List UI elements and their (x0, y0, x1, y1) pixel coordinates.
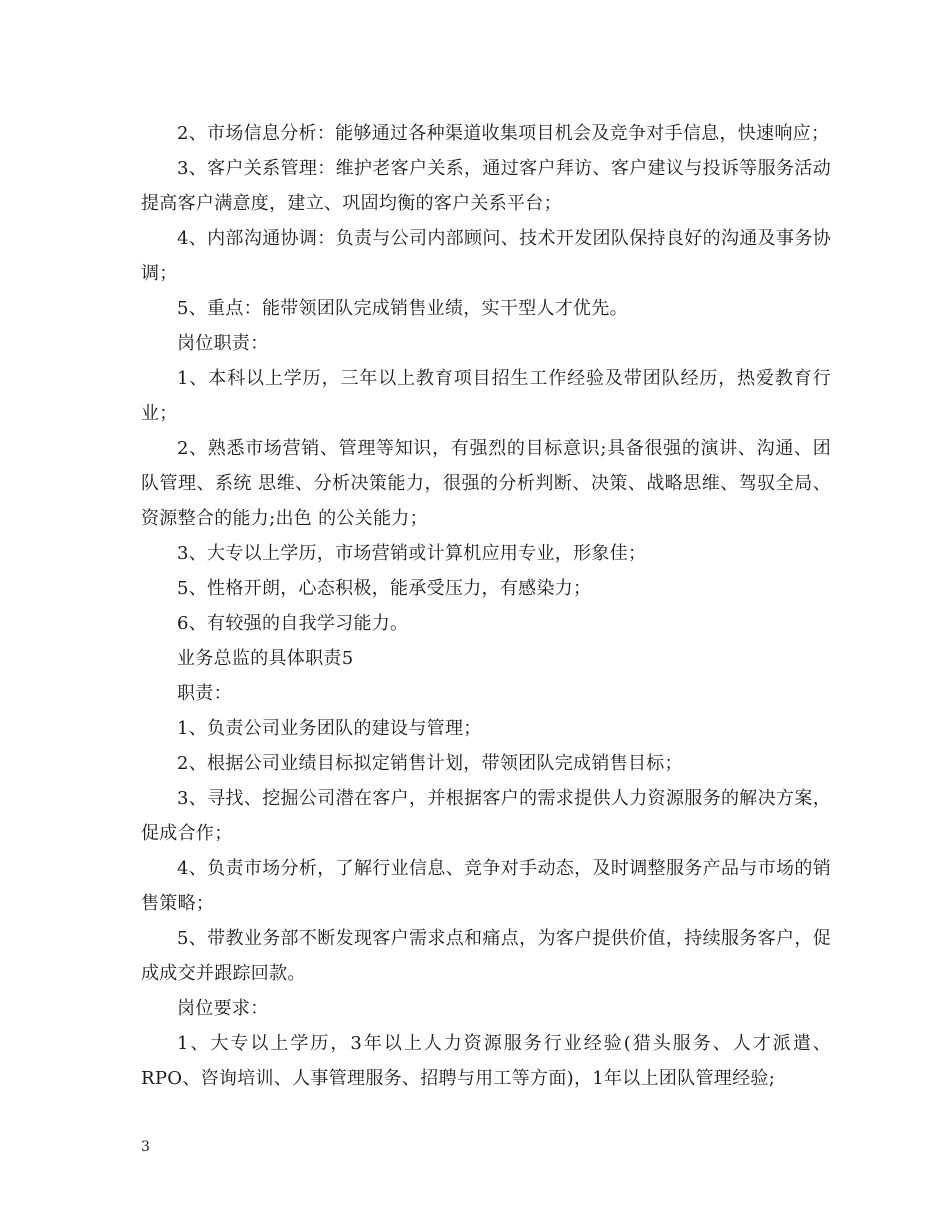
paragraph: 2、熟悉市场营销、管理等知识，有强烈的目标意识;具备很强的演讲、沟通、团队管理、系统 思维、分析决策能力，很强的分析判断、决策、战略思维、驾驭全局、资源整合的能力;出色 的公关能力； (141, 438, 831, 529)
section-heading: 岗位要求： (177, 998, 269, 1019)
section-heading: 业务总监的具体职责5 (177, 648, 354, 669)
document-body (141, 116, 831, 1096)
paragraph: 3、客户关系管理：维护老客户关系，通过客户拜访、客户建议与投诉等服务活动提高客户满意度，建立、巩固均衡的客户关系平台； (141, 158, 831, 214)
paragraph: 1、负责公司业务团队的建设与管理； (177, 718, 482, 739)
paragraph: 3、大专以上学历，市场营销或计算机应用专业，形象佳； (177, 543, 647, 564)
paragraph: 2、根据公司业绩目标拟定销售计划，带领团队完成销售目标； (177, 753, 683, 774)
paragraph: 2、市场信息分析：能够通过各种渠道收集项目机会及竞争对手信息，快速响应； (177, 123, 830, 144)
paragraph: 6、有较强的自我学习能力。 (177, 613, 409, 634)
paragraph: 5、重点：能带领团队完成销售业绩，实干型人才优先。 (177, 298, 628, 319)
paragraph: 4、内部沟通协调：负责与公司内部顾问、技术开发团队保持良好的沟通及事务协调； (141, 228, 831, 284)
section-heading: 岗位职责： (177, 333, 269, 354)
paragraph: 4、负责市场分析，了解行业信息、竞争对手动态，及时调整服务产品与市场的销售策略； (141, 858, 831, 914)
paragraph: 1、大专以上学历，3年以上人力资源服务行业经验(猎头服务、人才派遣、RPO、咨询培训、人事管理服务、招聘与用工等方面)，1年以上团队管理经验; (141, 1033, 831, 1089)
paragraph: 1、本科以上学历，三年以上教育项目招生工作经验及带团队经历，热爱教育行业； (141, 368, 831, 424)
paragraph: 5、带教业务部不断发现客户需求点和痛点，为客户提供价值，持续服务客户，促成成交并跟踪回款。 (141, 928, 831, 984)
section-heading: 职责： (177, 683, 232, 704)
paragraph: 3、寻找、挖掘公司潜在客户，并根据客户的需求提供人力资源服务的解决方案，促成合作； (141, 788, 831, 844)
paragraph: 5、性格开朗，心态积极，能承受压力，有感染力； (177, 578, 592, 599)
page-number: 3 (141, 1139, 150, 1155)
